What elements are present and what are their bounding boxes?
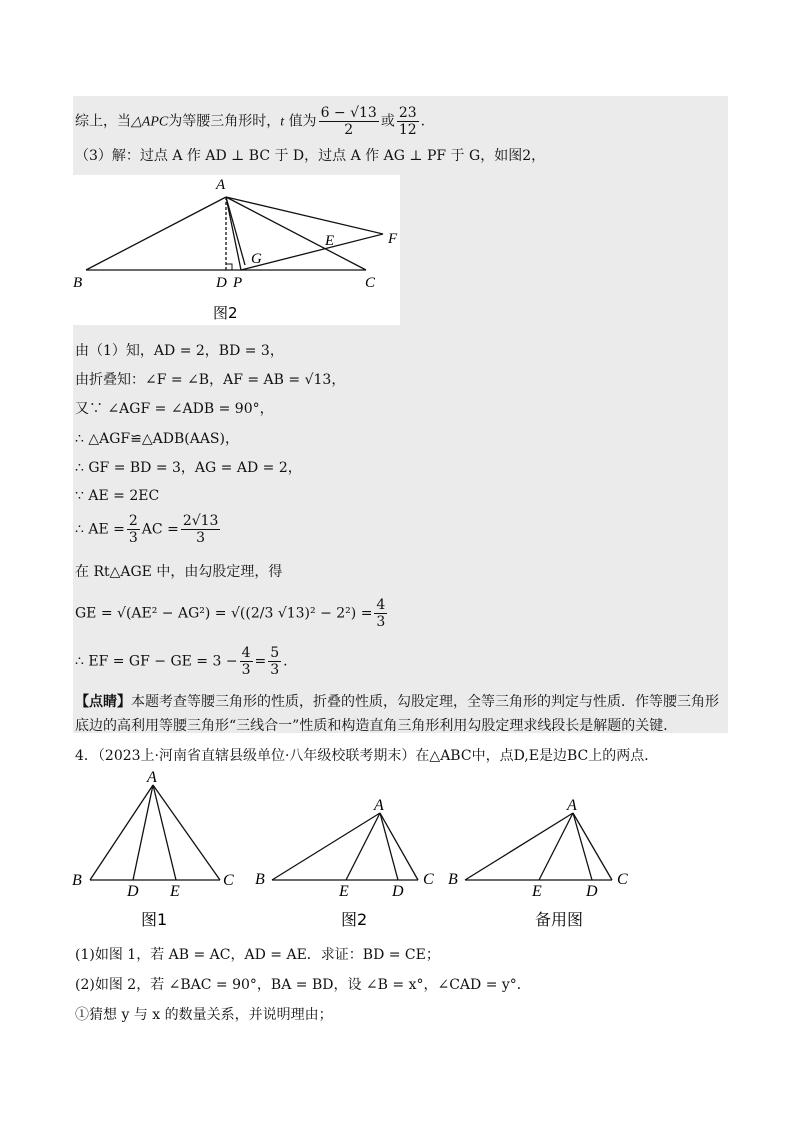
- figure-2-diagram: [73, 175, 400, 325]
- p4f3-caption: 备用图: [535, 910, 584, 929]
- solution-line-fold: 由折叠知：∠F = ∠B，AF = AB = √13，: [75, 372, 346, 388]
- solution-line-ef: ∴ EF = GF − GE = 3 − $\frac{4}{3}$ = $\frac{5}{3}$ .: [75, 645, 288, 678]
- fraction: $\frac{5}{3}$: [270, 645, 280, 678]
- fig2-label-g: G: [251, 251, 262, 267]
- fig2-label-d: D: [216, 275, 227, 291]
- p4f1-caption: 图1: [141, 910, 168, 929]
- solution-line-part3: （3）解：过点 A 作 AD ⊥ BC 于 D，过点 A 作 AG ⊥ PF 于 G，如图2，: [75, 148, 546, 164]
- p4f3-label-a: A: [567, 797, 577, 814]
- p4f2-label-b: B: [255, 871, 265, 888]
- fig2-label-f: F: [388, 231, 398, 247]
- solution-line-congruent: ∴ △AGF≌△ADB(AAS)，: [75, 431, 239, 447]
- fig2-label-c: C: [365, 275, 376, 291]
- p4f1-label-a: A: [147, 770, 157, 786]
- comment-line-2: 底边的高利用等腰三角形“三线合一”性质和构造直角三角形利用勾股定理求线段长是解题的关键．: [75, 718, 678, 734]
- p4f1-label-c: C: [223, 872, 234, 889]
- fig2-label-e: E: [325, 233, 335, 249]
- problem4-figures: [65, 770, 655, 935]
- fraction: $\frac{2√13}{3}$: [182, 513, 219, 546]
- fraction: $\frac{6 - √13}{2}$: [320, 105, 377, 138]
- comment-label: 【点睛】: [75, 694, 131, 710]
- fraction: $\frac{4}{3}$: [376, 597, 386, 630]
- solution-line-ae-ec: ∵ AE = 2EC: [75, 488, 160, 504]
- p4f3-label-c: C: [617, 871, 628, 888]
- solution-line-ae-value: ∴ AE = $\frac{2}{3}$ AC = $\frac{2√13}{3}$: [75, 513, 219, 546]
- solution-line-ge: GE = √(AE² − AG²) = √((2/3 √13)² − 2²) = $\frac{4}{3}$: [75, 597, 386, 630]
- p4f3-label-e: E: [532, 883, 542, 900]
- p4f1-label-e: E: [170, 883, 180, 900]
- p4f3-label-d: D: [586, 883, 598, 900]
- problem4-question-1: (1)如图 1，若 AB = AC，AD = AE．求证：BD = CE；: [75, 947, 440, 963]
- problem4-question-2: (2)如图 2，若 ∠BAC = 90°，BA = BD，设 ∠B = x°，∠CAD = y°．: [75, 977, 531, 993]
- p4f2-label-c: C: [423, 871, 434, 888]
- problem4-question-2-1: ①猜想 y 与 x 的数量关系，并说明理由；: [75, 1007, 333, 1023]
- fig2-caption: 图2: [213, 304, 238, 322]
- problem4-stem: 4．（2023上·河南省直辖县级单位·八年级校联考期末）在△ABC中，点D,E是边BC上的两点．: [75, 748, 659, 764]
- fraction: $\frac{2}{3}$: [128, 513, 138, 546]
- solution-line-given: 由（1）知，AD = 2，BD = 3，: [75, 343, 284, 359]
- fraction: $\frac{23}{12}$: [398, 105, 417, 138]
- comment-line-1: 【点睛】本题考查等腰三角形的性质，折叠的性质，勾股定理，全等三角形的判定与性质．作等腰三角形: [75, 694, 719, 710]
- p4f2-caption: 图2: [341, 910, 368, 929]
- fig2-label-b: B: [73, 275, 83, 291]
- solution-line-pythagoras: 在 Rt△AGE 中，由勾股定理，得: [75, 564, 283, 580]
- p4f2-label-a: A: [374, 797, 384, 814]
- fig2-label-p: P: [233, 275, 243, 291]
- p4f1-label-d: D: [127, 883, 139, 900]
- p4f2-label-d: D: [392, 883, 404, 900]
- p4f3-label-b: B: [448, 871, 458, 888]
- solution-line-gf: ∴ GF = BD = 3，AG = AD = 2，: [75, 460, 302, 476]
- solution-line-right-angles: 又∵ ∠AGF = ∠ADB = 90°，: [75, 401, 274, 417]
- p4f2-label-e: E: [339, 883, 349, 900]
- fraction: $\frac{4}{3}$: [241, 645, 251, 678]
- solution-line-conclusion: 综上，当△APC为等腰三角形时，t 值为 $\frac{6 - √13}{2}$ 或 $\frac{23}{12}$ .: [75, 105, 426, 138]
- p4f1-label-b: B: [72, 872, 82, 889]
- fig2-label-a: A: [216, 177, 226, 193]
